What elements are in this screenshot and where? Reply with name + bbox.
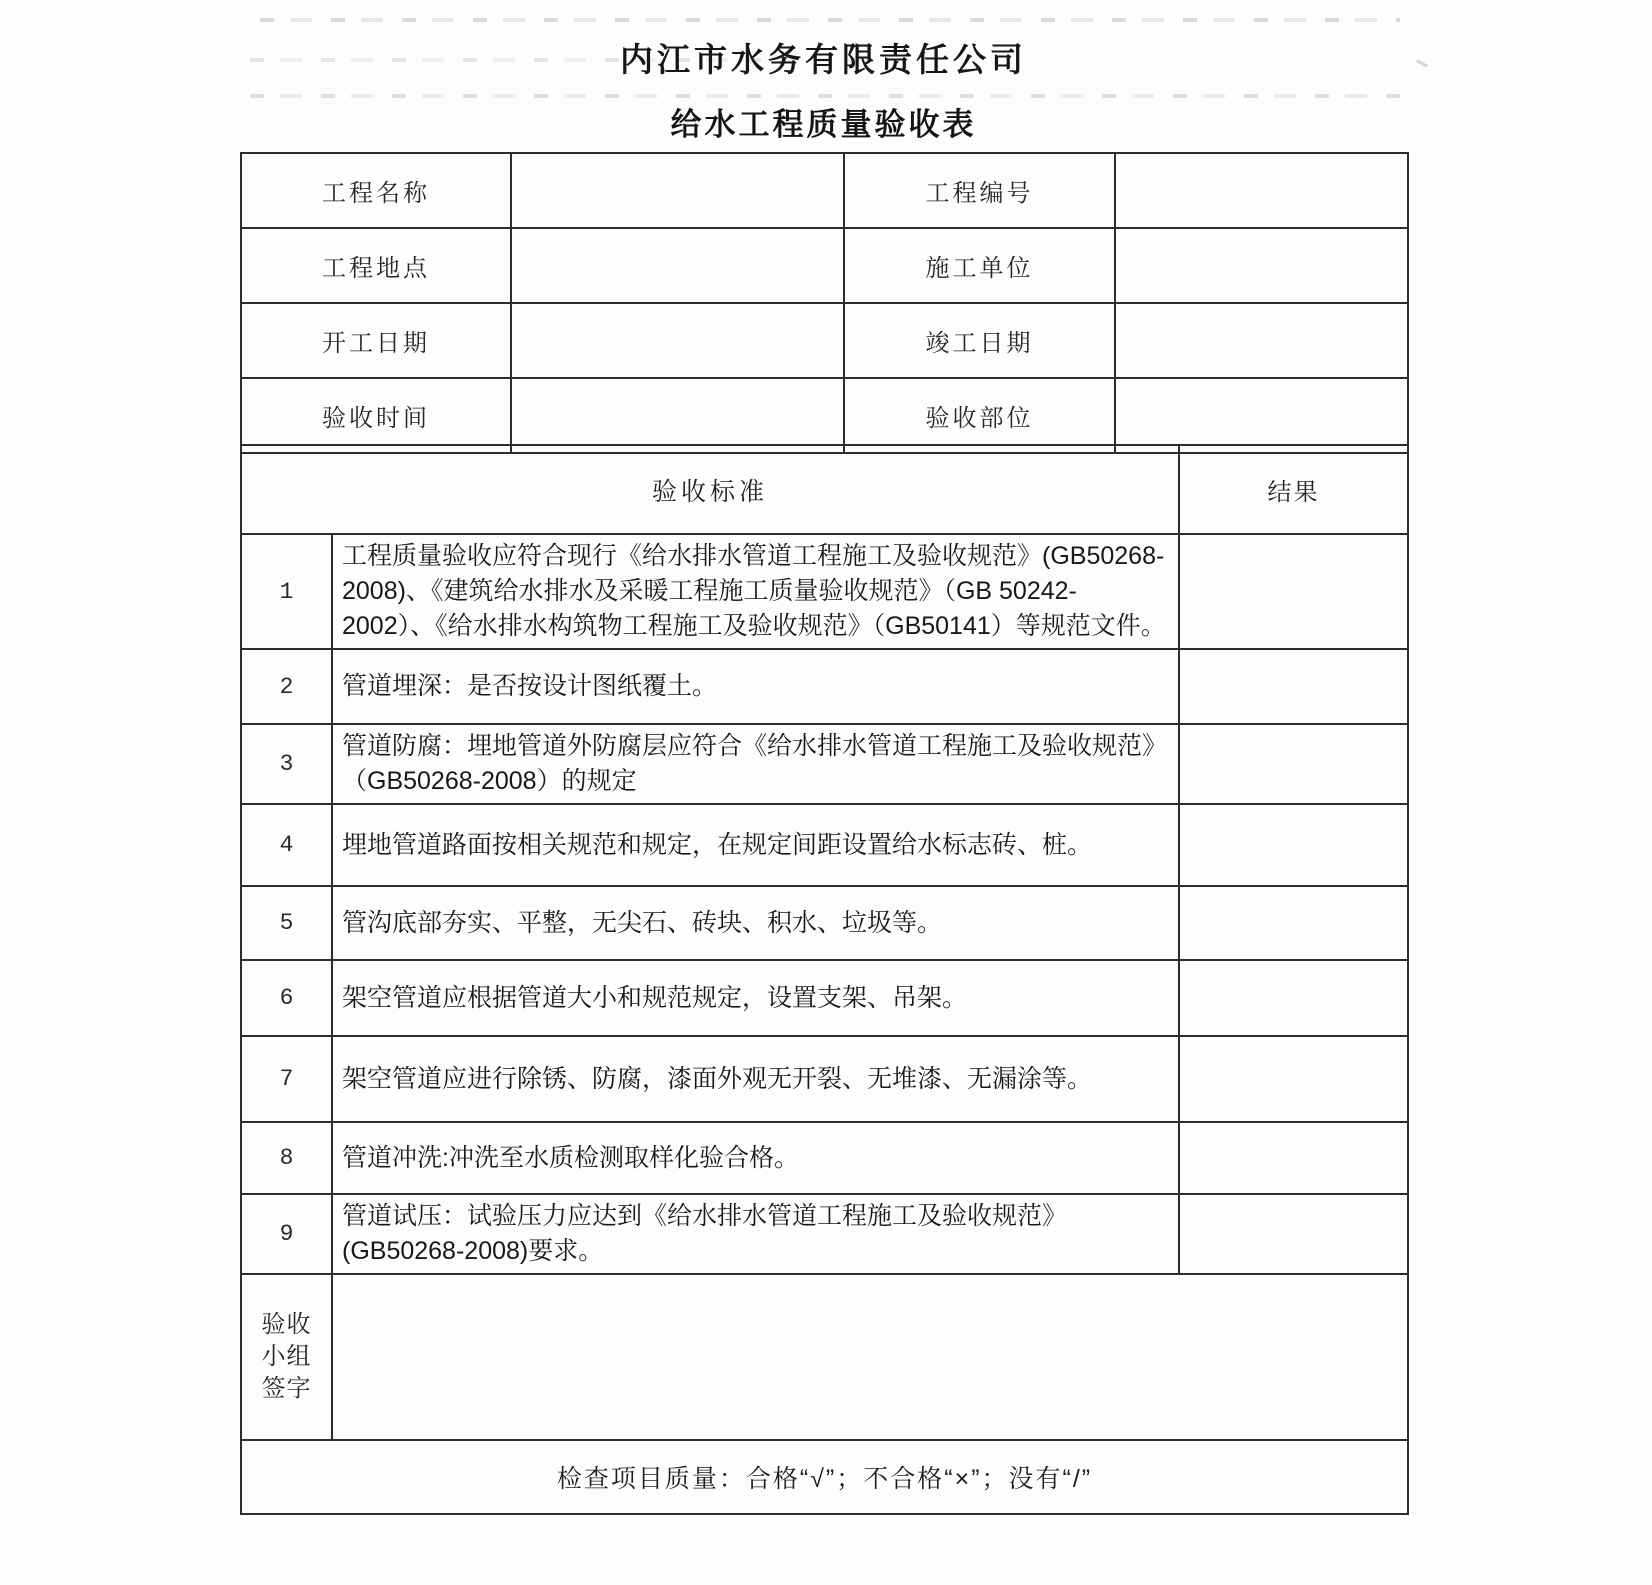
standard-column-header: 验收标准 (241, 445, 1179, 534)
criteria-number: 7 (241, 1036, 332, 1122)
result-cell (1179, 1036, 1408, 1122)
criteria-number: 5 (241, 886, 332, 960)
info-row-project-name (241, 153, 1408, 228)
criteria-text: 工程质量验收应符合现行《给水排水管道工程施工及验收规范》(GB50268-2008)、《建筑给水排水及采暖工程施工质量验收规范》（GB 50242-2002）、《给水排水构筑物工程施工及验收规范》（GB50141）等规范文件。 (332, 534, 1179, 649)
criteria-number: 3 (241, 724, 332, 804)
criteria-text: 架空管道应根据管道大小和规范规定，设置支架、吊架。 (332, 960, 1179, 1036)
legend-row (241, 1440, 1408, 1514)
criteria-row-6 (241, 960, 1408, 1036)
result-cell (1179, 804, 1408, 886)
construction-unit-label: 施工单位 (844, 228, 1115, 303)
signature-label-line: 小组 (261, 1343, 312, 1370)
scan-speck (1416, 59, 1428, 67)
criteria-row-4 (241, 804, 1408, 886)
result-cell (1179, 1194, 1408, 1274)
signature-area (332, 1274, 1408, 1440)
result-cell (1179, 960, 1408, 1036)
completion-date-value (1115, 303, 1408, 378)
form-title: 给水工程质量验收表 (670, 107, 977, 142)
criteria-row-1 (241, 534, 1408, 649)
result-column-header: 结果 (1179, 445, 1408, 534)
signature-label-line: 签字 (261, 1375, 312, 1402)
result-cell (1179, 886, 1408, 960)
project-number-label: 工程编号 (844, 153, 1115, 228)
criteria-row-7 (241, 1036, 1408, 1122)
criteria-number: 8 (241, 1122, 332, 1194)
criteria-row-5 (241, 886, 1408, 960)
project-location-value (511, 228, 844, 303)
completion-date-label: 竣工日期 (844, 303, 1115, 378)
result-cell (1179, 649, 1408, 724)
project-number-value (1115, 153, 1408, 228)
criteria-row-3 (241, 724, 1408, 804)
company-name: 内江市水务有限责任公司 (620, 43, 1027, 79)
criteria-text: 管道冲洗:冲洗至水质检测取样化验合格。 (332, 1122, 1179, 1194)
criteria-row-9 (241, 1194, 1408, 1274)
criteria-number: 2 (241, 649, 332, 724)
criteria-row-8 (241, 1122, 1408, 1194)
legend-text: 检查项目质量：合格“√”；不合格“×”；没有“/” (241, 1440, 1408, 1514)
project-info-table (240, 152, 1409, 454)
acceptance-time-value (511, 378, 844, 453)
result-cell (1179, 724, 1408, 804)
acceptance-criteria-table (240, 444, 1409, 1515)
start-date-label: 开工日期 (241, 303, 511, 378)
criteria-header-row (241, 445, 1408, 534)
project-name-value (511, 153, 844, 228)
acceptance-part-value (1115, 378, 1408, 453)
signature-row (241, 1274, 1408, 1440)
criteria-text: 架空管道应进行除锈、防腐，漆面外观无开裂、无堆漆、无漏涂等。 (332, 1036, 1179, 1122)
project-location-label: 工程地点 (241, 228, 511, 303)
criteria-text: 埋地管道路面按相关规范和规定，在规定间距设置给水标志砖、桩。 (332, 804, 1179, 886)
criteria-text: 管沟底部夯实、平整，无尖石、砖块、积水、垃圾等。 (332, 886, 1179, 960)
criteria-row-2 (241, 649, 1408, 724)
criteria-number: 9 (241, 1194, 332, 1274)
signature-label-line: 验收 (261, 1311, 312, 1338)
result-cell (1179, 534, 1408, 649)
scan-noise-streak (250, 94, 1400, 98)
criteria-number: 1 (241, 534, 332, 649)
criteria-number: 4 (241, 804, 332, 886)
criteria-text: 管道埋深：是否按设计图纸覆土。 (332, 649, 1179, 724)
criteria-text: 管道防腐：埋地管道外防腐层应符合《给水排水管道工程施工及验收规范》（GB50268-2008）的规定 (332, 724, 1179, 804)
criteria-number: 6 (241, 960, 332, 1036)
acceptance-time-label: 验收时间 (241, 378, 511, 453)
project-name-label: 工程名称 (241, 153, 511, 228)
signature-group-label (241, 1274, 332, 1440)
info-row-project-location (241, 228, 1408, 303)
info-row-acceptance-time (241, 378, 1408, 453)
start-date-value (511, 303, 844, 378)
result-cell (1179, 1122, 1408, 1194)
info-row-start-date (241, 303, 1408, 378)
acceptance-part-label: 验收部位 (844, 378, 1115, 453)
criteria-text: 管道试压：试验压力应达到《给水排水管道工程施工及验收规范》(GB50268-2008)要求。 (332, 1194, 1179, 1274)
construction-unit-value (1115, 228, 1408, 303)
scan-noise-streak (260, 18, 1400, 22)
